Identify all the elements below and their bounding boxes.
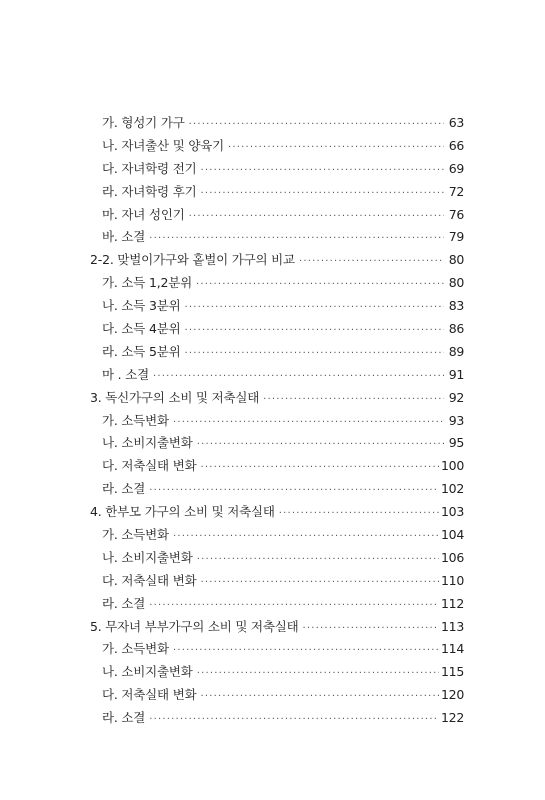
- toc-entry-title: 다. 저축실태 변화: [102, 572, 197, 588]
- toc-entry[interactable]: [90, 341, 464, 364]
- toc-page-number: 80: [448, 252, 464, 268]
- toc-entry-title: 가. 형성기 가구: [102, 115, 185, 130]
- toc-entry[interactable]: [90, 684, 464, 707]
- toc-page-number: 79: [448, 229, 464, 245]
- toc-entry-title: 3. 독신가구의 소비 및 저축실태: [90, 389, 260, 405]
- toc-entry[interactable]: [90, 272, 464, 295]
- toc-entry[interactable]: [90, 570, 464, 593]
- toc-page-number: 112: [441, 595, 464, 611]
- toc-page-number: 80: [448, 275, 464, 291]
- toc-entry-title: 라. 소결: [102, 595, 146, 611]
- toc-entry-title: 가. 소득변화: [102, 527, 169, 543]
- toc-entry-title: 마 . 소결: [102, 366, 149, 382]
- toc-page-number: 110: [441, 572, 464, 588]
- toc-entry[interactable]: [90, 249, 464, 272]
- toc-page-number: 103: [441, 504, 464, 520]
- toc-entry-title: 다. 자녀학령 전기: [102, 160, 197, 176]
- toc-entry[interactable]: [90, 661, 464, 684]
- toc-page-number: 89: [448, 343, 464, 359]
- toc-entry-title: 가. 소득변화: [102, 412, 169, 428]
- toc-dot-leader: [189, 114, 444, 137]
- toc-dot-leader: [173, 640, 439, 663]
- toc-entry[interactable]: [90, 158, 464, 181]
- toc-dot-leader: [200, 160, 444, 183]
- toc-page-number: 95: [448, 435, 464, 451]
- toc-entry[interactable]: [90, 318, 464, 341]
- toc-entry[interactable]: [90, 364, 464, 387]
- toc-entry[interactable]: [90, 638, 464, 661]
- toc-entry-title: 나. 소비지출변화: [102, 664, 193, 680]
- toc-entry[interactable]: [90, 387, 464, 410]
- toc-dot-leader: [200, 686, 439, 709]
- toc-page-number: 69: [448, 160, 464, 176]
- toc-entry[interactable]: [90, 593, 464, 616]
- toc-dot-leader: [184, 297, 444, 320]
- toc-entry-title: 라. 소결: [102, 481, 146, 497]
- toc-entry[interactable]: [90, 547, 464, 570]
- toc-page-number: 115: [441, 664, 464, 680]
- toc-page-number: 66: [448, 137, 464, 153]
- toc-entry[interactable]: [90, 524, 464, 547]
- toc-dot-leader: [200, 183, 444, 206]
- toc-dot-leader: [197, 434, 444, 457]
- toc-dot-leader: [149, 595, 439, 618]
- toc-page-number: 93: [448, 412, 464, 428]
- toc-entry[interactable]: [90, 616, 464, 639]
- toc-page-number: 106: [441, 549, 464, 565]
- toc-entry[interactable]: [90, 204, 464, 227]
- toc-entry-title: 다. 저축실태 변화: [102, 458, 197, 474]
- toc-entry-title: 바. 소결: [102, 229, 146, 245]
- toc-page-number: 113: [441, 618, 464, 634]
- toc-page-number: 122: [441, 710, 464, 726]
- toc-dot-leader: [184, 343, 444, 366]
- toc-entry-title: 라. 자녀학령 후기: [102, 183, 197, 199]
- toc-entry-title: 나. 자녀출산 및 양육기: [102, 137, 224, 153]
- toc-entry-title: 라. 소결: [102, 710, 146, 726]
- toc-page-number: 120: [441, 687, 464, 703]
- toc-entry[interactable]: [90, 112, 464, 135]
- toc-entry-title: 다. 저축실태 변화: [102, 687, 197, 703]
- toc-entry[interactable]: [90, 410, 464, 433]
- toc-dot-leader: [303, 618, 440, 641]
- toc-entry-title: 4. 한부모 가구의 소비 및 저축실태: [90, 504, 275, 520]
- toc-entry[interactable]: [90, 432, 464, 455]
- table-of-contents: [90, 112, 464, 730]
- toc-dot-leader: [149, 228, 444, 251]
- toc-page-number: 76: [448, 206, 464, 222]
- toc-entry-title: 가. 소득 1,2분위: [102, 275, 192, 291]
- toc-dot-leader: [228, 137, 444, 160]
- toc-entry[interactable]: [90, 707, 464, 730]
- toc-entry-title: 나. 소비지출변화: [102, 549, 193, 565]
- toc-dot-leader: [197, 663, 439, 686]
- toc-dot-leader: [173, 526, 439, 549]
- toc-dot-leader: [184, 320, 444, 343]
- toc-entry[interactable]: [90, 226, 464, 249]
- toc-page-number: 86: [448, 321, 464, 337]
- toc-dot-leader: [149, 709, 439, 732]
- toc-dot-leader: [189, 206, 444, 229]
- toc-dot-leader: [200, 457, 439, 480]
- toc-page-number: 92: [448, 389, 464, 405]
- toc-entry-title: 마. 자녀 성인기: [102, 206, 185, 222]
- toc-entry-title: 나. 소비지출변화: [102, 435, 193, 451]
- toc-dot-leader: [263, 389, 444, 412]
- toc-entry-title: 5. 무자녀 부부가구의 소비 및 저축실태: [90, 618, 299, 634]
- toc-entry[interactable]: [90, 455, 464, 478]
- toc-page-number: 63: [448, 115, 464, 130]
- toc-page-number: 83: [448, 298, 464, 314]
- toc-entry-title: 다. 소득 4분위: [102, 321, 181, 337]
- toc-page-number: 100: [441, 458, 464, 474]
- toc-dot-leader: [149, 480, 439, 503]
- toc-page-number: 102: [441, 481, 464, 497]
- toc-entry-title: 2-2. 맞벌이가구와 홑벌이 가구의 비교: [90, 252, 295, 268]
- toc-dot-leader: [299, 251, 444, 274]
- toc-dot-leader: [173, 412, 444, 435]
- toc-page-number: 114: [441, 641, 464, 657]
- toc-entry[interactable]: [90, 135, 464, 158]
- toc-dot-leader: [153, 366, 444, 389]
- toc-dot-leader: [196, 274, 444, 297]
- toc-entry[interactable]: [90, 501, 464, 524]
- toc-entry-title: 가. 소득변화: [102, 641, 169, 657]
- toc-entry[interactable]: [90, 478, 464, 501]
- toc-entry[interactable]: [90, 181, 464, 204]
- toc-dot-leader: [279, 503, 439, 526]
- toc-page-number: 72: [448, 183, 464, 199]
- toc-dot-leader: [200, 572, 439, 595]
- toc-page-number: 91: [448, 366, 464, 382]
- toc-page-number: 104: [441, 527, 464, 543]
- toc-entry[interactable]: [90, 295, 464, 318]
- toc-entry-title: 나. 소득 3분위: [102, 298, 181, 314]
- toc-entry-title: 라. 소득 5분위: [102, 343, 181, 359]
- toc-dot-leader: [197, 549, 439, 572]
